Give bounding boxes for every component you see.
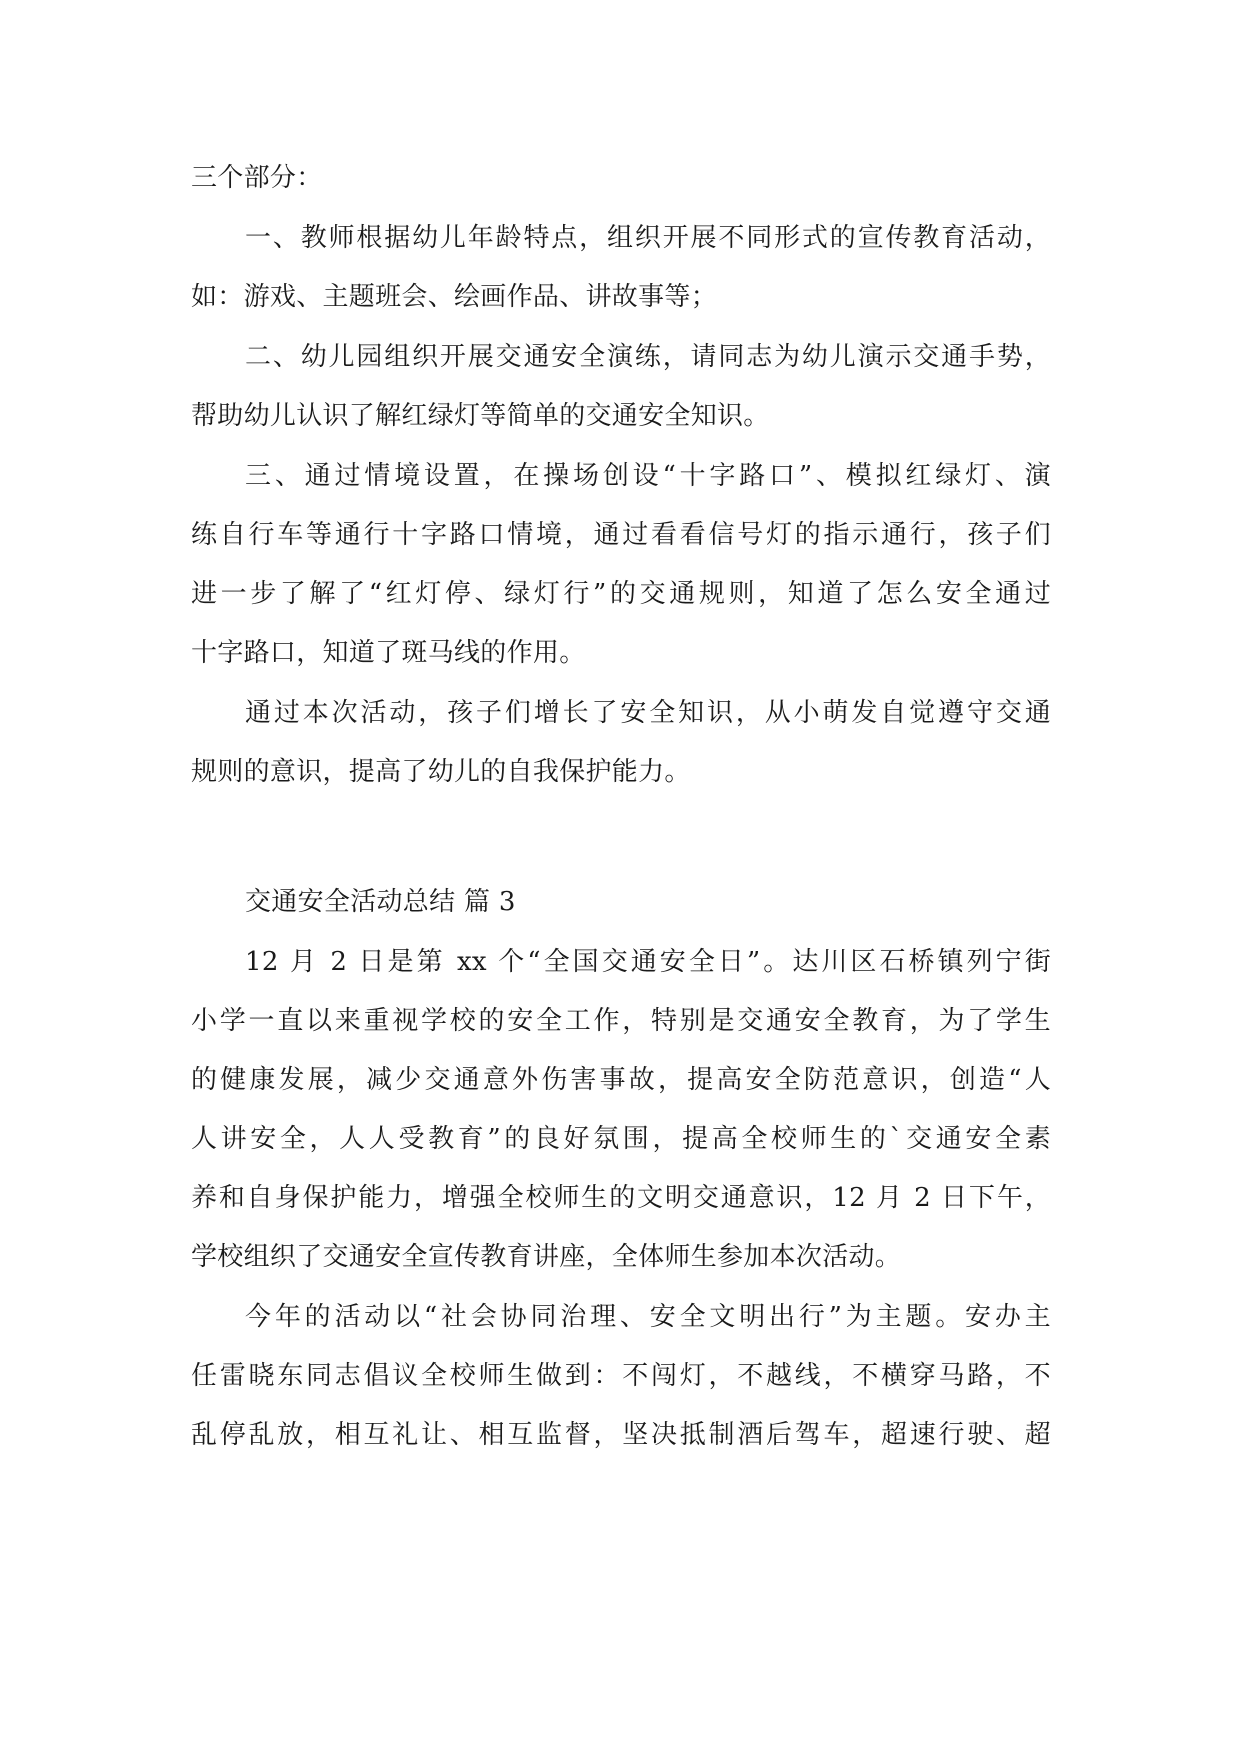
paragraph-line: 12 月 2 日是第 xx 个“全国交通安全日”。达川区石桥镇列宁街: [245, 947, 1051, 977]
paragraph-line: 一、教师根据幼儿年龄特点，组织开展不同形式的宣传教育活动，: [245, 223, 1051, 253]
text-line: 小学一直以来重视学校的安全工作，特别是交通安全教育，为了学生: [191, 1006, 1051, 1036]
text-line: 练自行车等通行十字路口情境，通过看看信号灯的指示通行，孩子们: [191, 520, 1051, 550]
text-line: 任雷晓东同志倡议全校师生做到：不闯灯，不越线，不横穿马路，不: [191, 1361, 1051, 1391]
paragraph-line: 三、通过情境设置，在操场创设“十字路口”、模拟红绿灯、演: [245, 461, 1051, 491]
text-line: 的健康发展，减少交通意外伤害事故，提高安全防范意识，创造“人: [191, 1065, 1051, 1095]
text-line: 帮助幼儿认识了解红绿灯等简单的交通安全知识。: [191, 401, 770, 431]
paragraph-line: 今年的活动以“社会协同治理、安全文明出行”为主题。安办主: [245, 1302, 1051, 1332]
text-line: 乱停乱放，相互礼让、相互监督，坚决抵制酒后驾车，超速行驶、超: [191, 1420, 1051, 1450]
paragraph-line: 通过本次活动，孩子们增长了安全知识，从小萌发自觉遵守交通: [245, 698, 1051, 728]
text-line: 进一步了解了“红灯停、绿灯行”的交通规则，知道了怎么安全通过: [191, 579, 1051, 609]
text-line: 三个部分：: [191, 163, 323, 193]
text-line: 学校组织了交通安全宣传教育讲座，全体师生参加本次活动。: [191, 1242, 902, 1272]
section-heading: 交通安全活动总结 篇 3: [245, 887, 516, 917]
text-line: 如：游戏、主题班会、绘画作品、讲故事等；: [191, 282, 718, 312]
document-body: [191, 163, 1051, 1450]
paragraph-line: 二、幼儿园组织开展交通安全演练，请同志为幼儿演示交通手势，: [245, 342, 1051, 372]
text-line: 人讲安全，人人受教育”的良好氛围，提高全校师生的`交通安全素: [191, 1124, 1051, 1154]
text-line: 十字路口，知道了斑马线的作用。: [191, 638, 586, 668]
text-line: 规则的意识，提高了幼儿的自我保护能力。: [191, 757, 691, 787]
text-line: 养和自身保护能力，增强全校师生的文明交通意识，12 月 2 日下午，: [191, 1183, 1051, 1213]
